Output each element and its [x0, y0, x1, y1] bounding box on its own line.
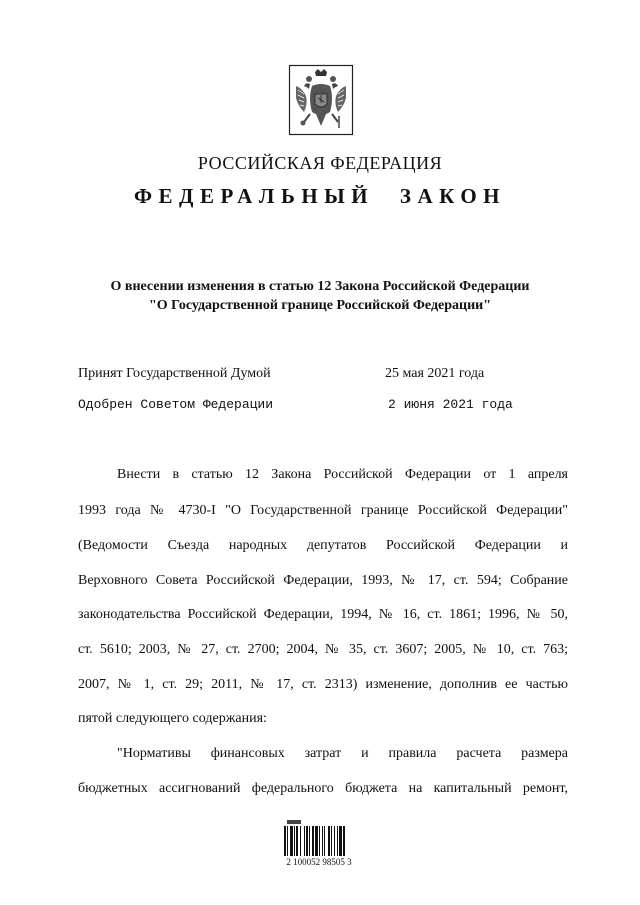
body-line: бюджетных ассигнований федерального бюджета на капитальный ремонт, — [78, 781, 568, 796]
barcode-icon — [283, 820, 357, 856]
body-line: 1993 года № 4730-I "О Государственной границе Российской Федерации" — [78, 503, 568, 518]
law-title-line-2: "О Государственной границе Российской Федерации" — [148, 298, 491, 313]
council-approval-date: 2 июня 2021 года — [388, 397, 513, 412]
body-line: ст. 5610; 2003, № 27, ст. 2700; 2004, № 35, ст. 3607; 2005, № 10, ст. 763; — [78, 642, 568, 657]
duma-adoption-label: Принят Государственной Думой — [78, 366, 271, 381]
law-title-line-1: О внесении изменения в статью 12 Закона Российской Федерации — [110, 279, 530, 294]
body-line: пятой следующего содержания: — [78, 711, 267, 726]
barcode-number: 2 100052 98505 3 — [286, 857, 352, 867]
body-line: Верховного Совета Российской Федерации, 1993, № 17, ст. 594; Собрание — [78, 573, 568, 588]
duma-adoption-date: 25 мая 2021 года — [385, 366, 485, 381]
russian-coat-of-arms-icon — [288, 64, 354, 136]
country-name: РОССИЙСКАЯ ФЕДЕРАЦИЯ — [197, 153, 443, 173]
body-line: Внести в статью 12 Закона Российской Федерации от 1 апреля — [117, 467, 568, 482]
body-line: 2007, № 1, ст. 29; 2011, № 17, ст. 2313) изменение, дополнив ее частью — [78, 677, 568, 692]
body-line: (Ведомости Съезда народных депутатов Российской Федерации и — [78, 538, 568, 553]
law-title — [60, 277, 580, 315]
document-type-heading: ФЕДЕРАЛЬНЫЙ ЗАКОН — [134, 184, 506, 208]
body-line: законодательства Российской Федерации, 1994, № 16, ст. 1861; 1996, № 50, — [78, 607, 568, 622]
body-line: "Нормативы финансовых затрат и правила расчета размера — [117, 746, 568, 761]
council-approval-label: Одобрен Советом Федерации — [78, 397, 274, 412]
